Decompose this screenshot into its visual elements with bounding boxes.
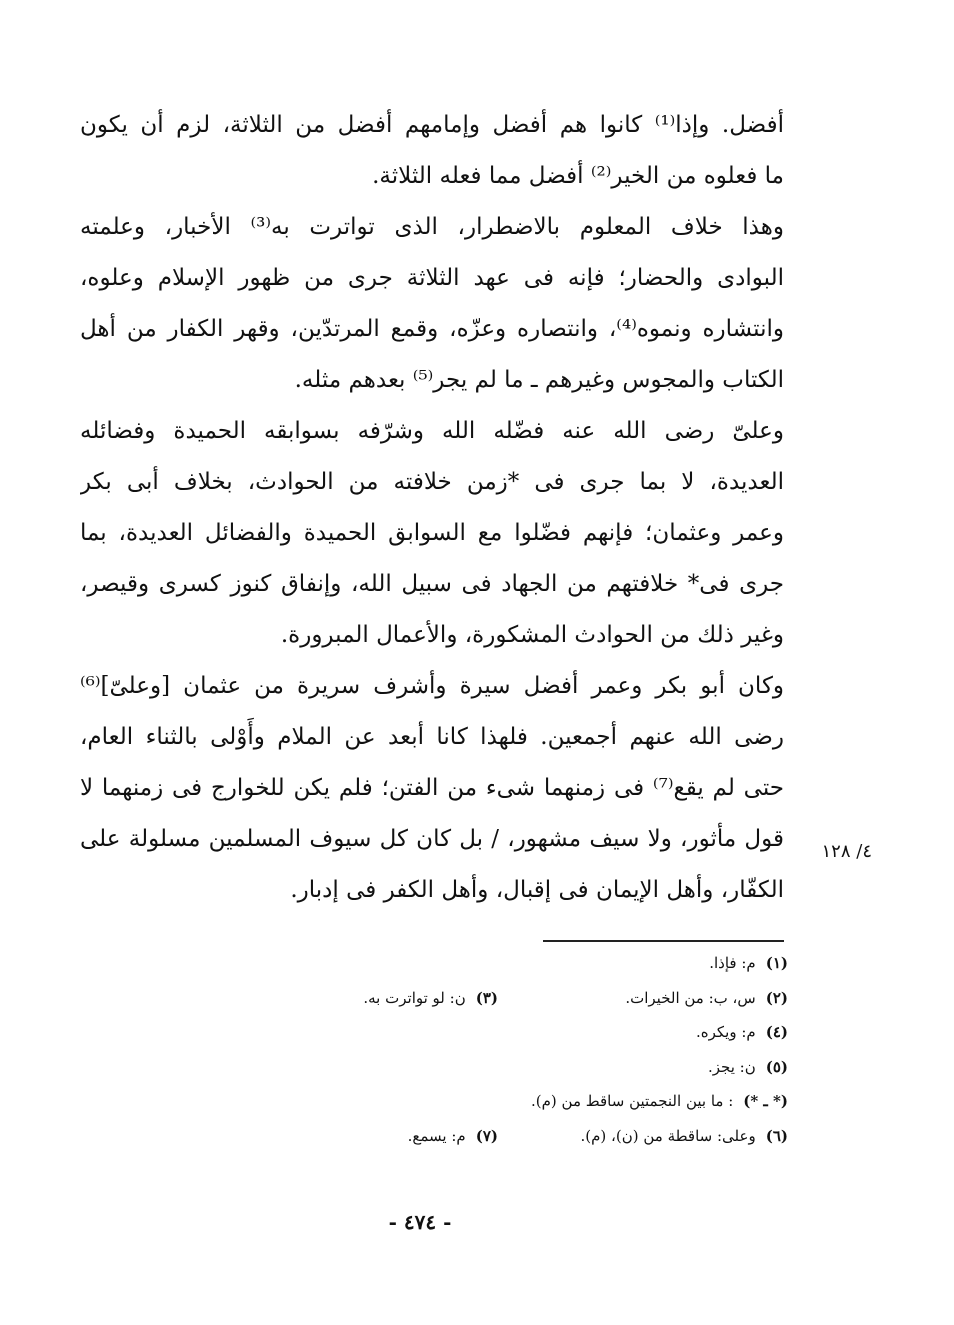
text-line: البوادى والحضار؛ فإنه فى عهد الثلاثة جرى من ظهور الإسلام وعلوه، (80, 265, 784, 291)
footnote-text: وعلى: ساقطة من (ن)، (م). (580, 1126, 756, 1145)
footnote-number: (٢) (765, 988, 788, 1007)
footnote (208, 981, 498, 1016)
footnote (498, 1050, 788, 1085)
footnote-row (200, 1084, 788, 1119)
text-line: قول مأثور، ولا سيف مشهور، / بل كان كل سيوف المسلمين مسلولة على (80, 826, 784, 852)
footnote-row (200, 981, 788, 1016)
footnote (208, 1119, 498, 1154)
text-line: العديدة، لا بما جرى فى *زمن خلافته من الحوادث، بخلاف أبى بكر (80, 469, 784, 495)
footnote (498, 981, 788, 1016)
text-line: وغير ذلك من الحوادث المشكورة، والأعمال المبرورة. (280, 622, 784, 648)
footnote-row (200, 1119, 788, 1154)
text-line: أفضل. وإذا⁽¹⁾ كانوا هم أفضل وإمامهم أفضل من الثلاثة، لزم أن يكون (80, 112, 784, 138)
footnote (531, 1084, 788, 1119)
footnote-row (200, 946, 788, 981)
footnote-text: م: يسمع. (407, 1126, 466, 1145)
footnote-text: س، ب: من الخيرات. (625, 988, 756, 1007)
main-text (80, 100, 784, 916)
text-line: حتى لم يقع⁽⁷⁾ فى زمنهما شىء من الفتن؛ فلم يكن للخوارج فى زمنهما لا (80, 775, 784, 801)
footnote-text: ن: لو تواترت به. (363, 988, 466, 1007)
text-line: رضى الله عنهم أجمعين. فلهذا كانا أبعد عن الملام وأَوْلى بالثناء العام، (80, 724, 784, 750)
footnote-number: (١) (765, 954, 788, 972)
footnote-row (200, 1015, 788, 1050)
footnote-number: (* ـ *) (743, 1092, 788, 1110)
text-line: وهذا خلاف المعلوم بالاضطرار، الذى تواترت به⁽³⁾ الأخبار، وعلمته (80, 214, 784, 240)
text-line: وكان أبو بكر وعمر أفضل سيرة وأشرف سريرة من عثمان [وعلىّ]⁽⁶⁾ (80, 673, 784, 699)
text-line: الكتاب والمجوس وغيرهم ـ ما لم يجر⁽⁵⁾ بعدهم مثله. (294, 367, 784, 393)
text-line: وانتشاره ونموه⁽⁴⁾، وانتصاره وعزّه، وقمع المرتدّين، وقهر الكفار من أهل (80, 316, 784, 342)
footnote (498, 1119, 788, 1154)
footnote-number: (٣) (475, 988, 498, 1007)
footnote-number: (٧) (475, 1126, 498, 1145)
text-line: وعمر وعثمان؛ فإنهم فضّلوا مع السوابق الحميدة والفضائل العديدة، بما (80, 520, 784, 546)
footnote-row (200, 1050, 788, 1085)
footnote-text: م: فإذا. (709, 954, 756, 972)
text-line: جرى فى* خلافتهم من الجهاد فى سبيل الله، وإنفاق كنوز كسرى وقيصر، (80, 571, 784, 597)
footnote-text: م: ويكره. (696, 1023, 756, 1041)
footnote-number: (٦) (765, 1126, 788, 1145)
page-number: - ٤٧٤ - (388, 1210, 452, 1234)
footnote-divider (543, 940, 784, 942)
text-line: وعلىّ رضى الله عنه فضّله الله وشرّفه بسوابقه الحميدة وفضائله (80, 418, 784, 444)
footnote (498, 1015, 788, 1050)
footnote (498, 946, 788, 981)
margin-reference: ٤/ ١٢٨ (821, 841, 872, 862)
footnotes (200, 946, 788, 1153)
text-line: ما فعلوه من الخير⁽²⁾ أفضل مما فعله الثلاثة. (372, 163, 784, 189)
footnote-number: (٤) (765, 1023, 788, 1041)
footnote-text: ن: يجز. (707, 1057, 756, 1076)
footnote-number: (٥) (765, 1057, 788, 1076)
text-line: الكفّار، وأهل الإيمان فى إقبال، وأهل الكفر فى إدبار. (290, 877, 784, 903)
footnote-text: : ما بين النجمتين ساقط من (م). (531, 1092, 734, 1110)
